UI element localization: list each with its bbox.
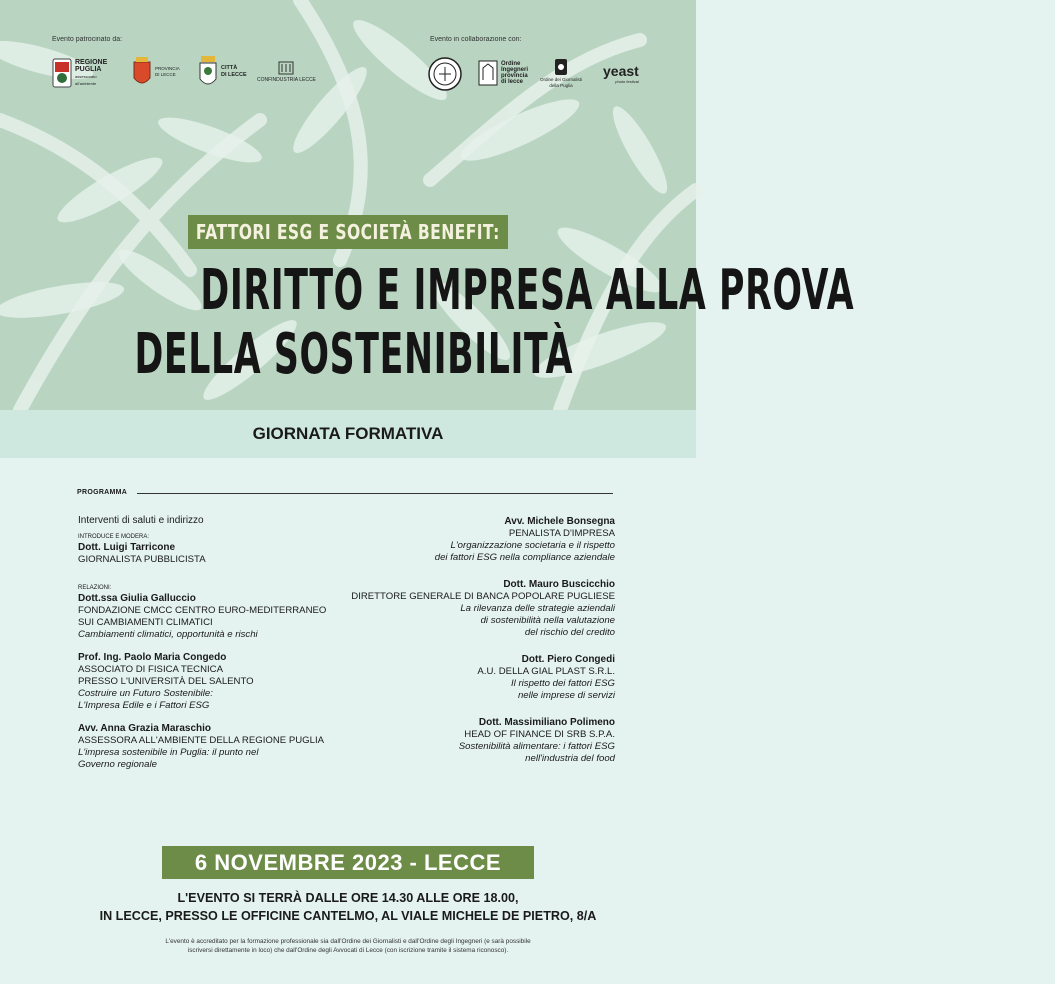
title-line-2: DELLA SOSTENIBILITÀ [134, 322, 574, 387]
title-line-1: DIRITTO E IMPRESA ALLA PROVA [200, 258, 855, 323]
regione-puglia-emblem-icon [52, 58, 72, 88]
speaker-talk: di sostenibilità nella valutazione [480, 615, 615, 626]
speaker-talk: L'Impresa Edile e i Fattori ESG [78, 700, 210, 711]
speaker-name: Avv. Anna Grazia Maraschio [78, 723, 212, 734]
speaker-talk: Governo regionale [78, 759, 157, 770]
speaker-block [335, 653, 615, 702]
speaker-block [335, 716, 615, 765]
speaker-role: SUI CAMBIAMENTI CLIMATICI [78, 617, 213, 628]
speaker-role: ASSESSORA ALL'AMBIENTE DELLA REGIONE PUGLIA [78, 735, 325, 746]
logo-yeast-photo-festival: yeast photo festival [603, 63, 639, 84]
speaker-block [335, 515, 615, 564]
logo-ordine-giornalisti-puglia: Ordine dei Giornalisti della Puglia [540, 58, 582, 88]
speaker-name: Dott. Piero Congedi [521, 654, 615, 665]
speaker-talk: del rischio del credito [524, 627, 615, 638]
logo-confindustria-lecce: CONFINDUSTRIA LECCE [257, 60, 316, 84]
speaker-block [335, 578, 615, 639]
programma-divider [137, 493, 613, 494]
accreditation-note [80, 937, 616, 955]
giornata-formativa-band: GIORNATA FORMATIVA [0, 410, 696, 458]
subtitle-banner [188, 215, 508, 249]
programma-left-column [78, 515, 348, 781]
hero-banner [0, 0, 855, 410]
ordine-ingegneri-emblem-icon [478, 60, 498, 86]
speaker-name: Avv. Michele Bonsegna [504, 516, 615, 527]
speaker-role: A.U. DELLA GIAL PLAST S.R.L. [477, 666, 615, 677]
speaker-talk: Cambiamenti climatici, opportunità e rischi [78, 629, 258, 640]
programma-right-column [335, 515, 615, 775]
speaker-talk: Il rispetto dei fattori ESG [511, 678, 615, 689]
ordine-avvocati-seal-icon [428, 57, 462, 91]
speaker-talk: Costruire un Futuro Sostenibile: [78, 688, 213, 699]
logo-ordine-ingegneri-lecce: Ordine Ingegneri provincia di lecce [478, 60, 528, 86]
speaker-role: PENALISTA D'IMPRESA [508, 528, 615, 539]
moderator-role: GIORNALISTA PUBBLICISTA [78, 554, 206, 565]
ordine-giornalisti-emblem-icon [549, 58, 573, 76]
speaker-role: FONDAZIONE CMCC CENTRO EURO-MEDITERRANEO [78, 605, 327, 616]
programma-label: PROGRAMMA [77, 489, 128, 496]
subtitle-text: FATTORI ESG E SOCIETÀ BENEFIT: [196, 220, 500, 244]
speaker-talk: nelle imprese di servizi [517, 690, 615, 701]
event-date-banner: 6 NOVEMBRE 2023 - LECCE [162, 846, 534, 879]
partners-label: Evento in collaborazione con: [430, 36, 522, 43]
speaker-talk: Sostenibilità alimentare: i fattori ESG [458, 741, 615, 752]
speaker-role: DIRETTORE GENERALE DI BANCA POPOLARE PUGLIESE [351, 591, 615, 602]
speaker-role: HEAD OF FINANCE DI SRB S.P.A. [464, 729, 615, 740]
speaker-name: Dott. Mauro Buscicchio [503, 579, 615, 590]
speaker-role: PRESSO L'UNIVERSITÀ DEL SALENTO [78, 676, 254, 687]
logo-ordine-avvocati-lecce [428, 57, 462, 91]
speaker-block [78, 722, 348, 771]
speaker-name: Dott. Massimiliano Polimeno [478, 717, 615, 728]
provincia-lecce-crest-icon [132, 56, 152, 88]
speaker-talk: La rilevanza delle strategie aziendali [460, 603, 615, 614]
moderator-label: INTRODUCE E MODERA: [78, 534, 150, 540]
citta-lecce-crest-icon [198, 55, 218, 89]
event-info-line-2: IN LECCE, PRESSO LE OFFICINE CANTELMO, AL VIALE MICHELE DE PIETRO, 8/A [99, 909, 597, 923]
moderator-block [78, 533, 348, 566]
logo-provincia-lecce: PROVINCIA DI LECCE [132, 56, 180, 88]
confindustria-emblem-icon [277, 60, 295, 76]
sponsors-label: Evento patrocinato da: [52, 36, 123, 43]
speaker-talk: L'impresa sostenibile in Puglia: il punto nel [78, 747, 259, 758]
speaker-talk: dei fattori ESG nella compliance aziendale [434, 552, 615, 563]
speaker-block [78, 592, 348, 641]
moderator-name: Dott. Luigi Tarricone [78, 542, 176, 553]
accreditation-note-line-2: iscriversi direttamente in loco) che dall'Ordine degli Avvocati di Lecce (con iscrizione tramite il sistema riconosco). [187, 947, 509, 954]
speaker-talk: nell'industria del food [525, 753, 615, 764]
speaker-name: Dott.ssa Giulia Galluccio [78, 593, 196, 604]
speaker-name: Prof. Ing. Paolo Maria Congedo [78, 652, 227, 663]
intro-text: Interventi di saluti e indirizzo [78, 515, 204, 526]
event-info-line-1: L'EVENTO SI TERRÀ DALLE ORE 14.30 ALLE ORE 18.00, [177, 891, 519, 905]
speaker-block [78, 651, 348, 712]
relazioni-label: RELAZIONI: [78, 585, 112, 591]
logo-citta-lecce: CITTÀ DI LECCE [198, 55, 247, 89]
speaker-role: ASSOCIATO DI FISICA TECNICA [78, 664, 224, 675]
speaker-talk: L'organizzazione societaria e il rispetto [450, 540, 615, 551]
accreditation-note-line-1: L'evento è accreditato per la formazione professionale sia dall'Ordine dei Giornalisti e dall'Ordine degli Ingegneri (e sarà possibile [165, 938, 531, 945]
logo-regione-puglia: REGIONE PUGLIA assessorato all'ambiente [52, 58, 107, 88]
